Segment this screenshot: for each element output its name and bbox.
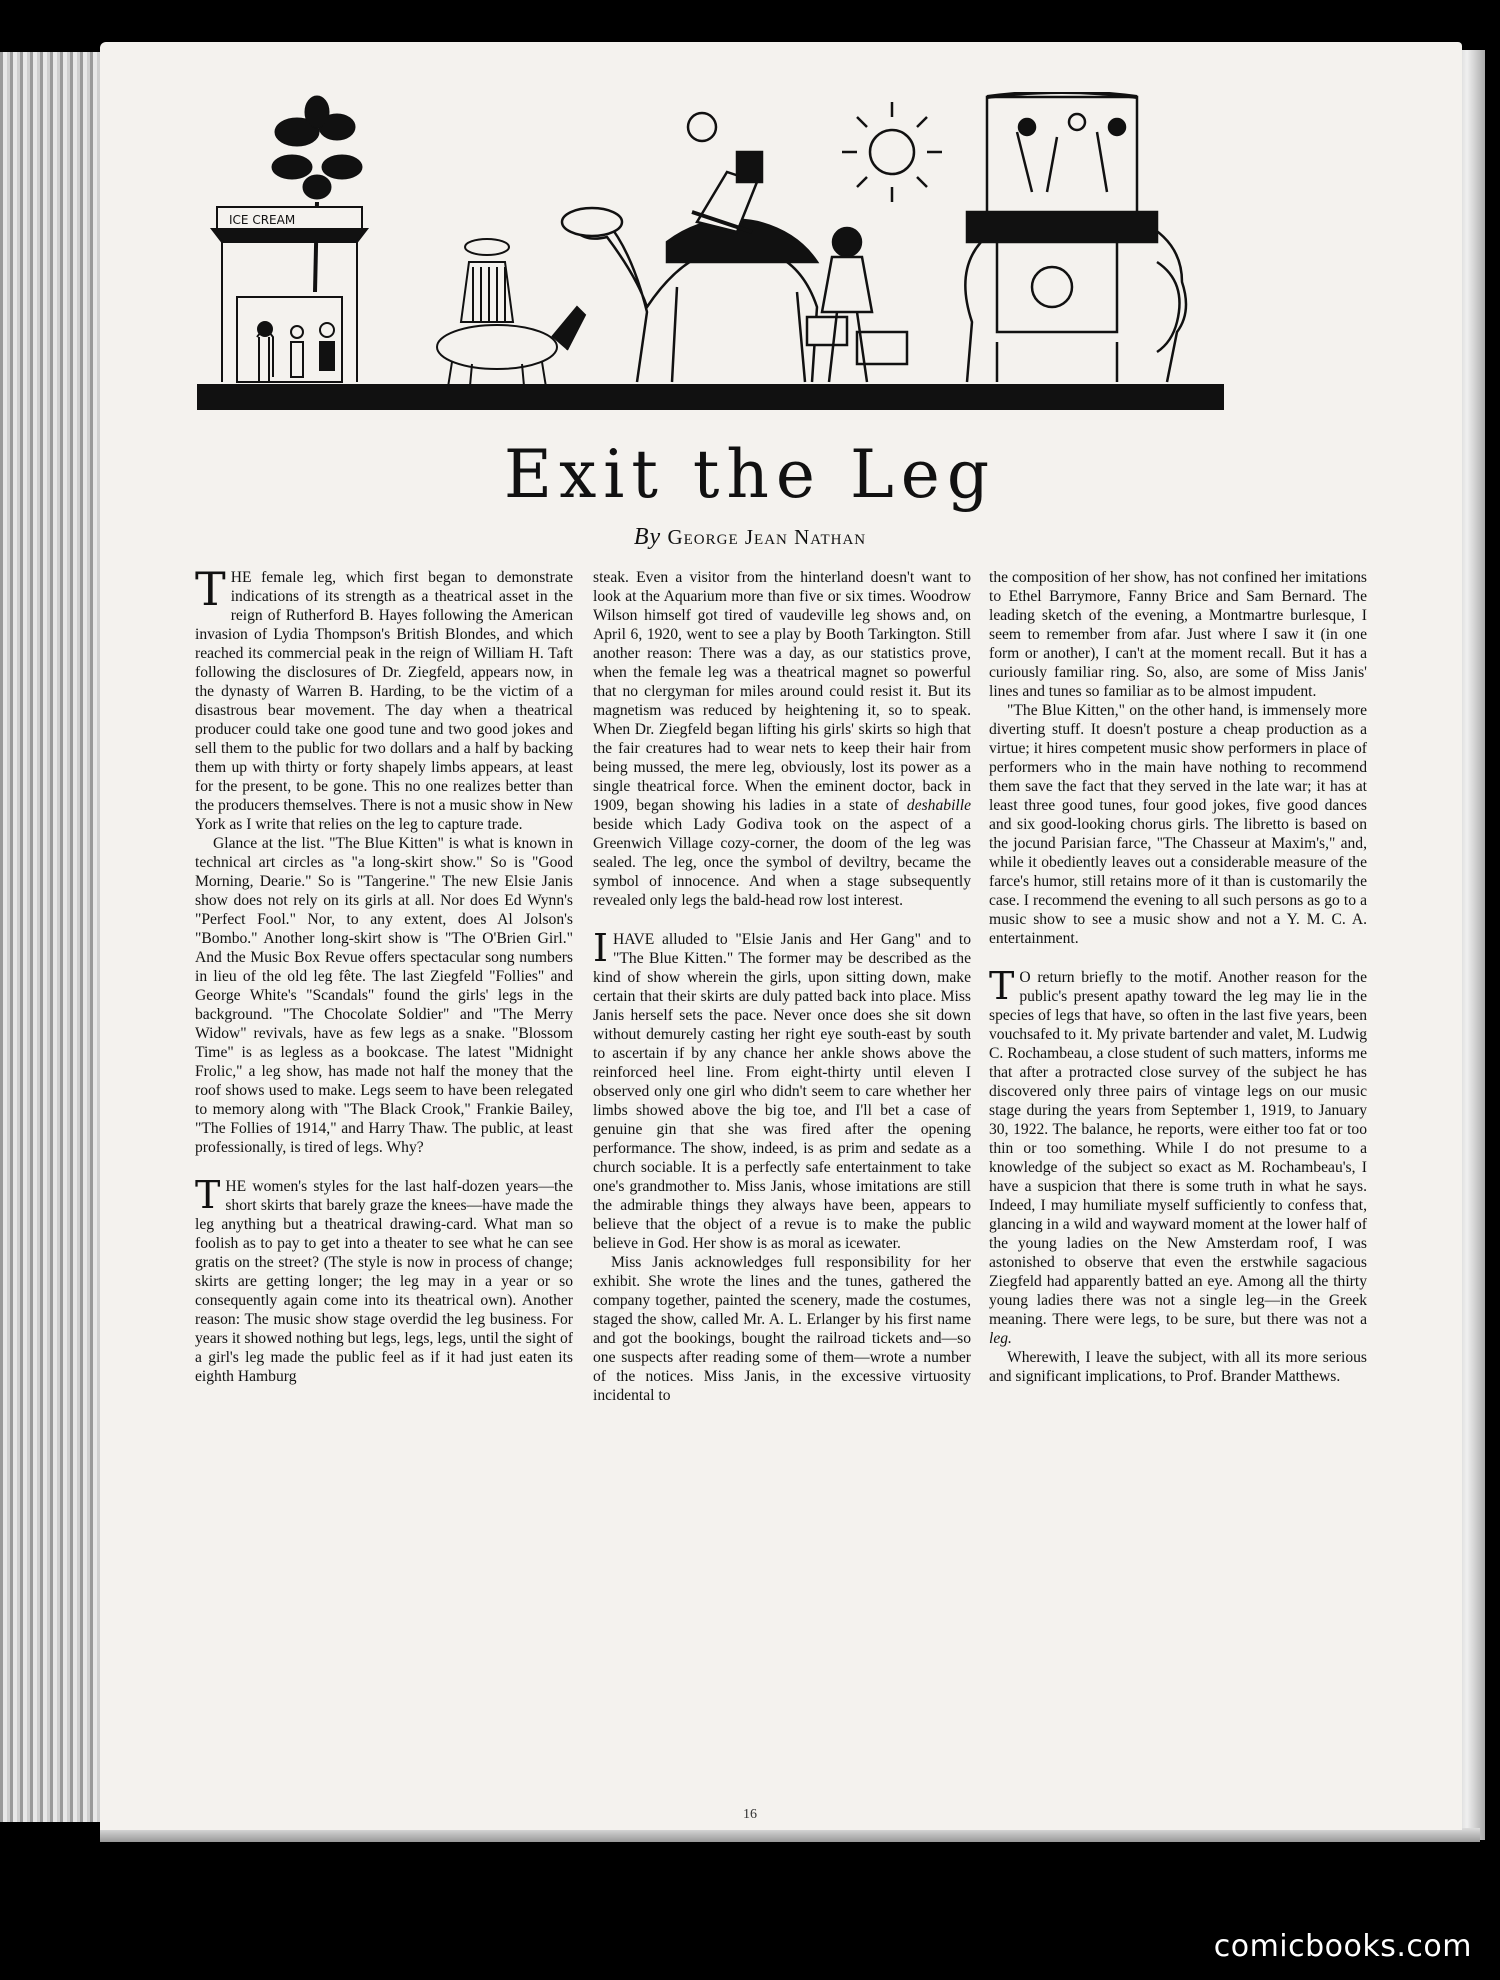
byline-by: By	[633, 524, 662, 550]
drop-cap: T	[195, 1173, 221, 1217]
byline-author: George Jean Nathan	[667, 525, 867, 549]
text-column-1	[195, 562, 573, 1386]
paragraph: "The Blue Kitten," on the other hand, is immensely more diverting stuff. It doesn't posture a cheap production as a virtue; it hires competent music show performers in place of performers who in the main have nothing to recommend them save the fact that they served in the late war; it has at least three good tunes, four good jokes, five good dances and six good-looking chorus girls. The libretto is based on the jocund Parisian farce, "The Chasseur at Maxim's," and, while it obediently leaves out a considerable measure of the farce's humor, still retains more of it than is customarily the case. I recommend the evening to all such persons as go to a music show to see a music show and not a Y. M. C. A. entertainment.	[989, 702, 1367, 947]
paragraph: T O return briefly to the motif. Another reason for the public's present apathy toward the leg may lie in the species of legs that have, so often in the last five years, been vouchsafed to it. My private bartender and valet, M. Ludwig C. Rochambeau, a close student of such matters, informs me that after a protracted close survey of the subject he has discovered only three pairs of vintage legs on our music stage during the years from September 1, 1919, to January 30, 1922. The balance, he reports, were either too fat or too thin or too something. While I do not presume to a knowledge of the subject so exact as M. Rochambeau's, I have a suspicion that there is some truth in what he says. Indeed, I may humiliate myself sufficiently to confess that, glancing in a wild and wayward moment at the lower half of the young ladies on the New Amsterdam roof, I was astonished to observe that even the erstwhile sagacious Ziegfeld had apparently batted an eye. Among all the thirty young ladies there was not a single leg—in the Greek meaning. There were legs, to be sure, but there was not a leg.	[989, 964, 1367, 1347]
drop-cap: T	[989, 964, 1015, 1008]
header-illustration	[197, 92, 1224, 410]
paragraph: THE female leg, which first began to demonstrate indications of its strength as a theatrical asset in the reign of Rutherford B. Hayes following the American invasion of Lydia Thompson's British Blondes, and which reached its commercial peak in the reign of William H. Taft following the disclosures of Dr. Ziegfeld, appears now, in the dynasty of Warren B. Harding, to be the victim of a disastrous bear movement. The day when a theatrical producer could take one good tune and two good jokes and sell them to the public for two dollars and a half by backing them up with thirty or forty shapely limbs appears, at least for the present, to be gone. This no one realizes better than the producers themselves. There is not a music show in New York as I write that relies on the leg to capture trade.	[195, 562, 573, 833]
paragraph: Glance at the list. "The Blue Kitten" is what is known in technical art circles as "a long-skirt show." So is "Good Morning, Dearie." So is "Tangerine." The new Elsie Janis show does not rely on its girls at all. Nor does Ed Wynn's "Perfect Fool." Nor, to any extent, does Al Jolson's "Bombo." Another long-skirt show is "The O'Brien Girl." And the Music Box Revue offers spectacular song numbers in lieu of the old leg fête. The last Ziegfeld "Follies" and George White's "Scandals" found the girls' legs in the background. "The Chocolate Soldier" and "The Merry Widow" revivals, have as few legs as a snake. "Blossom Time" is as legless as a bookcase. The latest "Midnight Frolic," a leg show, has made not half the money that the roof shows used to make. Legs seem to have been relegated to memory along with "The Black Crook," Frankie Bailey, "The Follies of 1914," and Harry Thaw. The public, at least professionally, is tired of legs. Why?	[195, 835, 573, 1156]
page-bottom-edge	[100, 1828, 1480, 1842]
text-column-3	[989, 568, 1367, 1386]
site-watermark: comicbooks.com	[1213, 1929, 1472, 1964]
drop-cap: T	[195, 562, 226, 616]
paragraph: Wherewith, I leave the subject, with all its more serious and significant implications, to Prof. Brander Matthews.	[989, 1349, 1367, 1385]
paragraph: steak. Even a visitor from the hinterland doesn't want to look at the Aquarium more than five or six times. Woodrow Wilson himself got tired of vaudeville leg shows and, on April 6, 1920, went to see a play by Booth Tarkington. Still another reason: There was a day, as our statistics prove, when the female leg was a theatrical magnet so powerful that no clergyman for miles around could resist it. But its magnetism was reduced by heightening it, so to speak. When Dr. Ziegfeld began lifting his girls' skirts so high that the fair creatures had to wear nets to keep their hair from being mussed, the mere leg, obviously, lost its power as a single theatrical force. When the eminent doctor, back in 1909, began showing his ladies in a state of deshabille beside which Lady Godiva took on the aspect of a Greenwich Village cozy-corner, the doom of the leg was sealed. The leg, once the symbol of deviltry, became the symbol of innocence. And when a stage subsequently revealed only legs the bald-head row lost interest.	[593, 569, 971, 909]
book-binding-edges	[0, 52, 108, 1822]
paragraph: THE women's styles for the last half-dozen years—the short skirts that barely graze the knees—have made the leg anything but a theatrical drawing-card. What man so foolish as to pay to get into a theater to see what he can see gratis on the street? (The style is now in process of change; skirts are getting longer; the leg may in a year or so consequently again come into its theatrical own). Another reason: The music show stage overdid the leg business. For years it showed nothing but legs, legs, legs, until the sight of a girl's leg made the public feel as if it had just eaten its eighth Hamburg	[195, 1173, 573, 1385]
paragraph: Miss Janis acknowledges full responsibility for her exhibit. She wrote the lines and the tunes, gathered the company together, painted the scenery, made the costumes, staged the show, called Mr. A. L. Erlanger by his first name and got the bookings, bought the railroad tickets and—so one suspects after reading some of them—wrote a number of the notices. Miss Janis, in the excessive virtuosity incidental to	[593, 1254, 971, 1404]
text-column-2	[593, 568, 971, 1405]
ice-cream-sign: ICE CREAM	[229, 213, 296, 227]
ground-band	[197, 384, 1224, 410]
drop-cap: I	[593, 926, 609, 970]
page-number: 16	[743, 1807, 757, 1822]
paragraph: the composition of her show, has not confined her imitations to Ethel Barrymore, Fanny Brice and Sam Bernard. The leading sketch of the evening, a Montmartre burlesque, I seem to remember from afar. Just where I saw it (in one form or another), I can't at the moment recall. But it has a curiously familiar ring. So, also, are some of Miss Janis' lines and tunes so familiar as to be almost impudent.	[989, 569, 1367, 700]
article-title: Exit the Leg	[503, 436, 997, 513]
paragraph: IHAVE alluded to "Elsie Janis and Her Gang" and to "The Blue Kitten." The former may be described as the kind of show wherein the girls, upon sitting down, make certain that their skirts are duly patted back into place. Miss Janis herself sets the pace. Never once does she sit down without demurely casting her right eye south-east by south to ascertain if by any chance her ankle shows above the reinforced heel line. From eight-thirty until eleven I observed only one girl who didn't seem to care whether her limbs showed above the big toe, and I'll bet a case of genuine gin that she was fired after the opening performance. The show, indeed, is as prim and sedate as a church sociable. It is a perfectly safe entertainment to take one's grandmother to. Miss Janis, whose imitations are still the admirable things they always have been, appears to believe that the object of a revue is to make the public believe in God. Her show is as moral as icewater.	[593, 926, 971, 1252]
byline	[0, 524, 1500, 551]
